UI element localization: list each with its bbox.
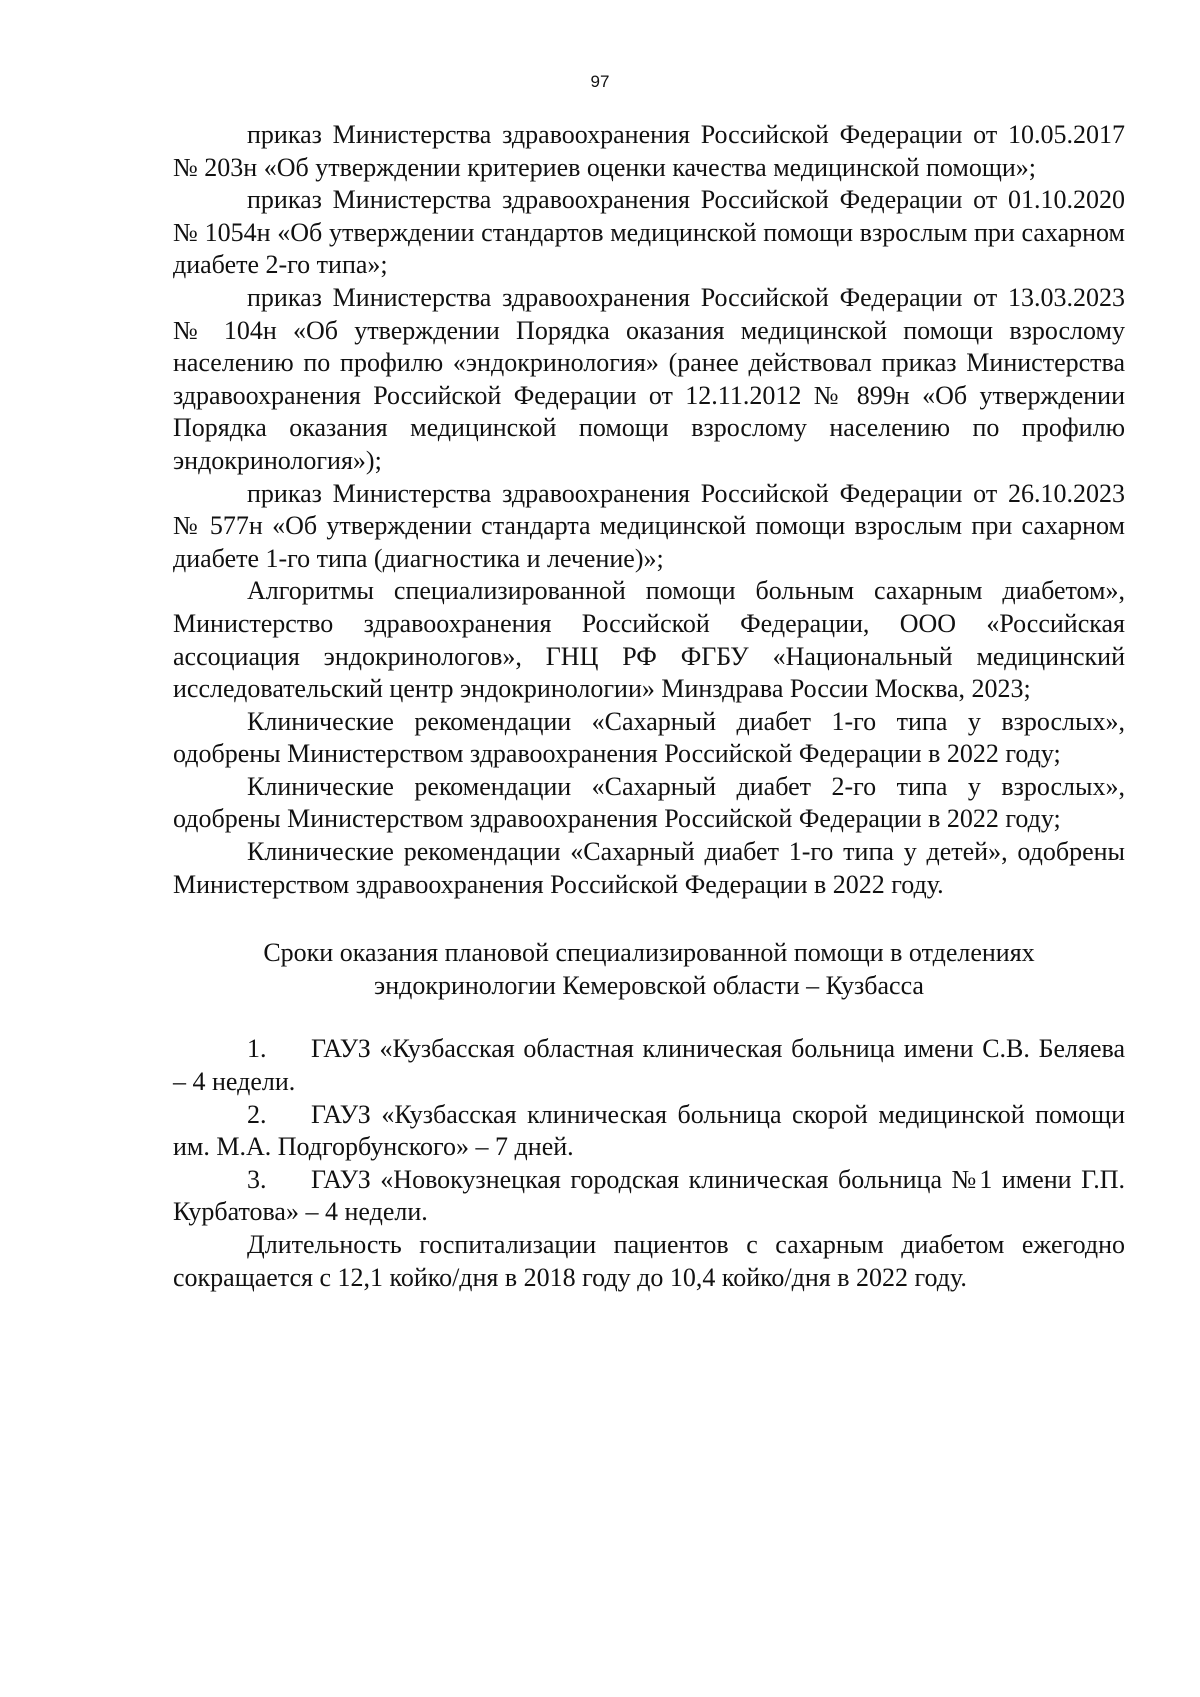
closing-paragraph: Длительность госпитализации пациентов с сахарным диабетом ежегодно сокращается с 12,1 койко/дня в 2018 году до 10,4 койко/дня в 2022 году. xyxy=(173,1230,1125,1292)
hospital-list-item xyxy=(173,1164,1125,1229)
paragraph-order-203n: приказ Министерства здравоохранения Российской Федерации от 10.05.2017 № 203н «Об утверждении критериев оценки качества медицинской помощи»; xyxy=(173,120,1125,182)
list-item-text: ГАУЗ «Кузбасская клиническая больница скорой медицинской помощи им. М.А. Подгорбунского» – 7 дней. xyxy=(173,1099,1125,1162)
document-body xyxy=(173,119,1125,1294)
hospital-list-item xyxy=(173,1099,1125,1164)
list-number: 3. xyxy=(247,1164,267,1194)
paragraph-guidelines-t1-adults: Клинические рекомендации «Сахарный диабет 1-го типа у взрослых», одобрены Министерством здравоохранения Российской Федерации в 2022 году; xyxy=(173,706,1125,769)
list-item-text: ГАУЗ «Новокузнецкая городская клиническая больница №1 имени Г.П. Курбатова» – 4 недели. xyxy=(173,1164,1125,1227)
paragraph-order-1054n: приказ Министерства здравоохранения Российской Федерации от 01.10.2020 № 1054н «Об утверждении стандартов медицинской помощи взрослым при сахарном диабете 2-го типа»; xyxy=(173,185,1125,280)
paragraph-guidelines-t1-children: Клинические рекомендации «Сахарный диабет 1-го типа у детей», одобрены Министерством здравоохранения Российской Федерации в 2022 году. xyxy=(173,837,1125,899)
paragraph-guidelines-t2-adults: Клинические рекомендации «Сахарный диабет 2-го типа у взрослых», одобрены Министерством здравоохранения Российской Федерации в 2022 году; xyxy=(173,771,1125,834)
paragraph-order-577n: приказ Министерства здравоохранения Российской Федерации от 26.10.2023 № 577н «Об утверждении стандарта медицинской помощи взрослым при сахарном диабете 1-го типа (диагностика и лечение)»; xyxy=(173,478,1125,573)
list-number: 2. xyxy=(247,1099,267,1129)
paragraph-algorithms: Алгоритмы специализированной помощи больным сахарным диабетом», Министерство здравоохранения Российской Федерации, ООО «Российская ассоциация эндокринологов», ГНЦ РФ ФГБУ «Национальный медицинский исследовательский центр эндокринологии» Минздрава России Москва, 2023; xyxy=(173,576,1125,704)
list-number: 1. xyxy=(247,1034,267,1064)
list-item-text: ГАУЗ «Кузбасская областная клиническая больница имени С.В. Беляева – 4 недели. xyxy=(173,1034,1125,1097)
hospital-list-item xyxy=(173,1033,1125,1098)
section-heading-line-2: эндокринологии Кемеровской области – Кузбасса xyxy=(374,970,924,1000)
paragraph-order-104n: приказ Министерства здравоохранения Российской Федерации от 13.03.2023 № 104н «Об утверждении Порядка оказания медицинской помощи взрослому населению по профилю «эндокринология» (ранее действовал приказ Министерства здравоохранения Российской Федерации от 12.11.2012 № 899н «Об утверждении Порядка оказания медицинской помощи взрослому населению по профилю эндокринология»); xyxy=(173,282,1125,475)
section-heading xyxy=(173,937,1125,1002)
section-heading-line-1: Сроки оказания плановой специализированной помощи в отделениях xyxy=(263,938,1035,968)
page-number: 97 xyxy=(590,72,610,91)
